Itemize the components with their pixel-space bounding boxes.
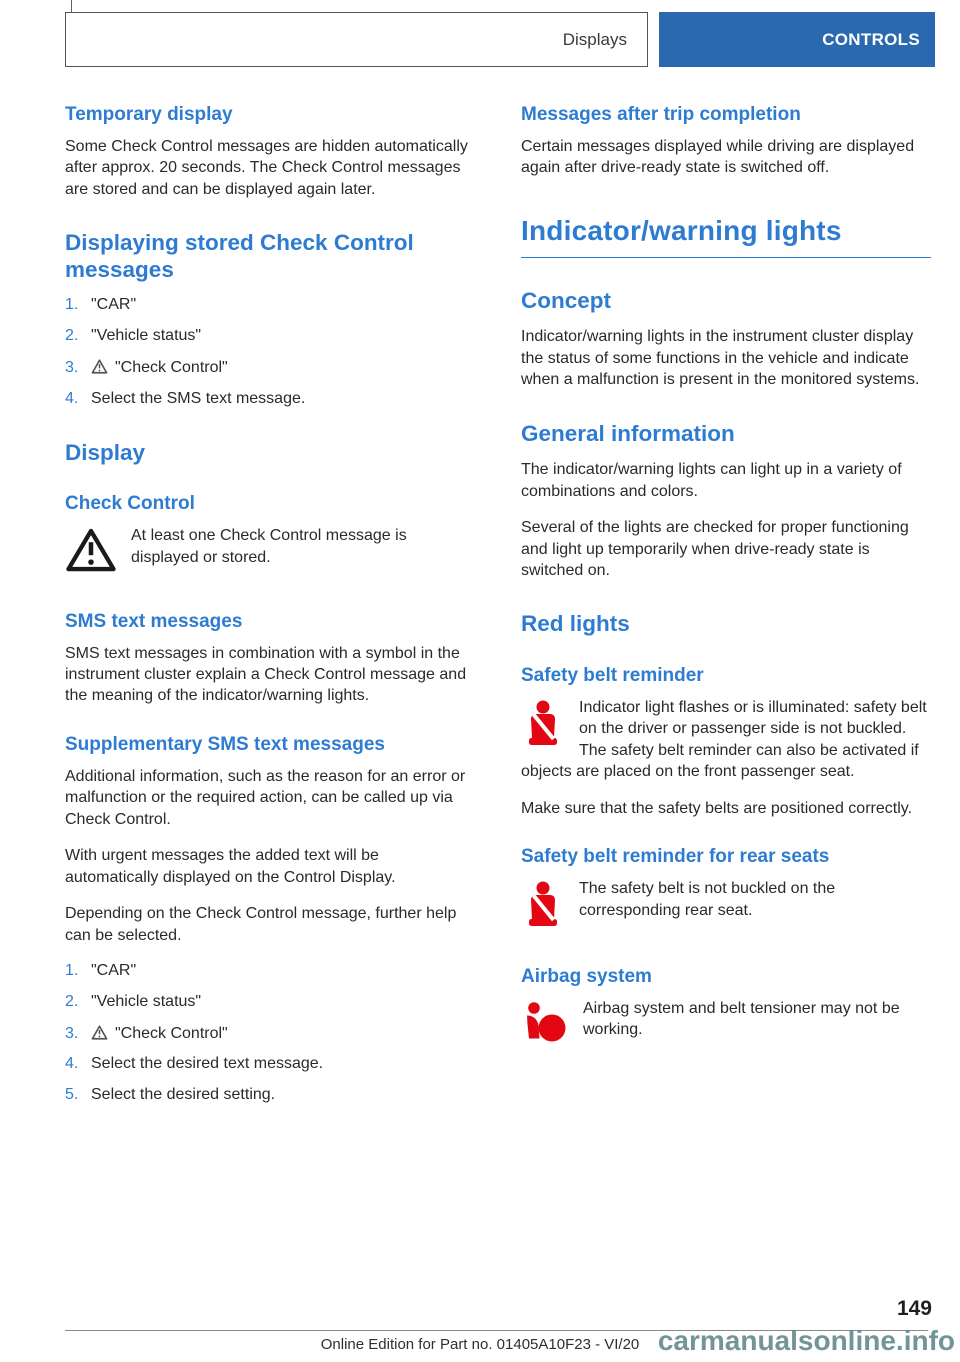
paragraph: SMS text messages in combination with a symbol in the instrument cluster explain a Check Control message and the meaning of the indicator/warning lights.: [65, 644, 467, 705]
list-item: [65, 326, 475, 347]
header-chapter-box: [659, 12, 935, 67]
step-text: Select the desired setting.: [91, 1086, 276, 1104]
step-number: 1.: [65, 296, 79, 314]
list-item: [65, 961, 475, 982]
heading-supplementary-sms: Supplementary SMS text messages: [65, 733, 385, 755]
step-number: 5.: [65, 1086, 79, 1104]
note-text: Indicator light flashes or is illuminated: safety belt on the driver or passenger side is not buckled. The safety belt reminder can also be activated if objects are placed on the front passenger seat.: [521, 699, 927, 781]
watermark-text: carmanualsonline.info: [657, 1325, 955, 1356]
header-tab-label: Displays: [562, 29, 627, 49]
heading-concept: Concept: [521, 287, 611, 313]
heading-general-information: General information: [521, 420, 735, 446]
header-chapter-label: CONTROLS: [822, 29, 920, 49]
step-number: 4.: [65, 389, 79, 407]
list-item: [65, 1085, 475, 1106]
paragraph: Certain messages displayed while driving are displayed again after drive-ready state is switched off.: [521, 138, 915, 177]
heading-messages-after-trip: Messages after trip completion: [521, 104, 801, 125]
heading-check-control: Check Control: [65, 493, 195, 515]
header-tab-box: [65, 12, 648, 67]
page-header: [65, 12, 935, 67]
left-column: [65, 96, 475, 1124]
check-control-note: [65, 525, 475, 583]
safety-belt-rear-note: [521, 878, 931, 938]
step-text: Select the SMS text message.: [91, 389, 306, 407]
note-text: At least one Check Control message is displayed or stored.: [131, 527, 407, 566]
step-text: "Vehicle status": [91, 992, 202, 1010]
step-text: "CAR": [91, 296, 137, 314]
footer-edition-note: Online Edition for Part no. 01405A10F23 - VI/20: [320, 1336, 640, 1353]
step-text: "Check Control": [115, 359, 228, 376]
content-columns: [65, 96, 931, 1124]
list-item: [65, 1054, 475, 1075]
right-column: [521, 96, 931, 1124]
paragraph: Indicator/warning lights in the instrument cluster display the status of some functions in the vehicle and indicate when a malfunction is present in the monitored systems.: [521, 328, 920, 389]
airbag-warning-icon: [521, 1000, 569, 1050]
supplementary-sms-steps: [65, 961, 475, 1106]
step-number: 1.: [65, 961, 79, 979]
step-number: 4.: [65, 1055, 79, 1073]
note-text: Airbag system and belt tensioner may not be working.: [583, 999, 900, 1039]
step-text: Select the desired text message.: [91, 1055, 324, 1073]
heading-airbag-system: Airbag system: [521, 965, 652, 987]
paragraph: With urgent messages the added text will be automatically displayed on the Control Display.: [65, 847, 396, 886]
heading-sms-text-messages: SMS text messages: [65, 610, 243, 632]
list-item: [65, 389, 475, 410]
step-number: 3.: [65, 359, 79, 376]
list-item: [65, 992, 475, 1013]
seat-belt-reminder-icon: [521, 699, 565, 753]
step-text: "CAR": [91, 961, 137, 979]
airbag-note: [521, 998, 931, 1054]
safety-belt-note: [521, 697, 931, 783]
paragraph: Depending on the Check Control message, further help can be selected.: [65, 905, 457, 944]
heading-safety-belt-rear-seats: Safety belt reminder for rear seats: [521, 846, 830, 868]
paragraph: Some Check Control messages are hidden automatically after approx. 20 seconds. The Check Control messages are stored and can be displayed again later.: [65, 138, 468, 198]
note-text: The safety belt is not buckled on the corresponding rear seat.: [579, 880, 836, 919]
page-number: 149: [896, 1297, 932, 1320]
paragraph: The indicator/warning lights can light up in a variety of combinations and colors.: [521, 461, 902, 500]
seat-belt-rear-reminder-icon: [521, 880, 565, 934]
paragraph: Additional information, such as the reason for an error or malfunction or the required action, can be called up via Check Control.: [65, 767, 466, 828]
heading-red-lights: Red lights: [521, 611, 630, 637]
step-number: 3.: [65, 1024, 79, 1042]
step-text: "Vehicle status": [91, 327, 202, 345]
warning-triangle-icon: [65, 527, 117, 579]
step-number: 2.: [65, 327, 79, 345]
check-control-warning-icon: [91, 1025, 108, 1047]
step-number: 2.: [65, 992, 79, 1010]
list-item: [65, 295, 475, 316]
heading-displaying-stored-messages: Displaying stored Check Control messages: [65, 230, 414, 282]
heading-temporary-display: Temporary display: [65, 104, 233, 125]
heading-display: Display: [65, 439, 146, 465]
list-item: [65, 357, 475, 379]
list-item: [65, 1023, 475, 1045]
stored-messages-steps: [65, 295, 475, 409]
check-control-warning-icon: [91, 359, 108, 381]
heading-indicator-warning-lights: Indicator/warning lights: [521, 215, 931, 258]
paragraph: Make sure that the safety belts are positioned correctly.: [521, 799, 913, 817]
step-text: "Check Control": [115, 1024, 228, 1042]
heading-safety-belt-reminder: Safety belt reminder: [521, 665, 704, 687]
paragraph: Several of the lights are checked for proper functioning and light up temporarily when drive-ready state is switched on.: [521, 519, 909, 580]
